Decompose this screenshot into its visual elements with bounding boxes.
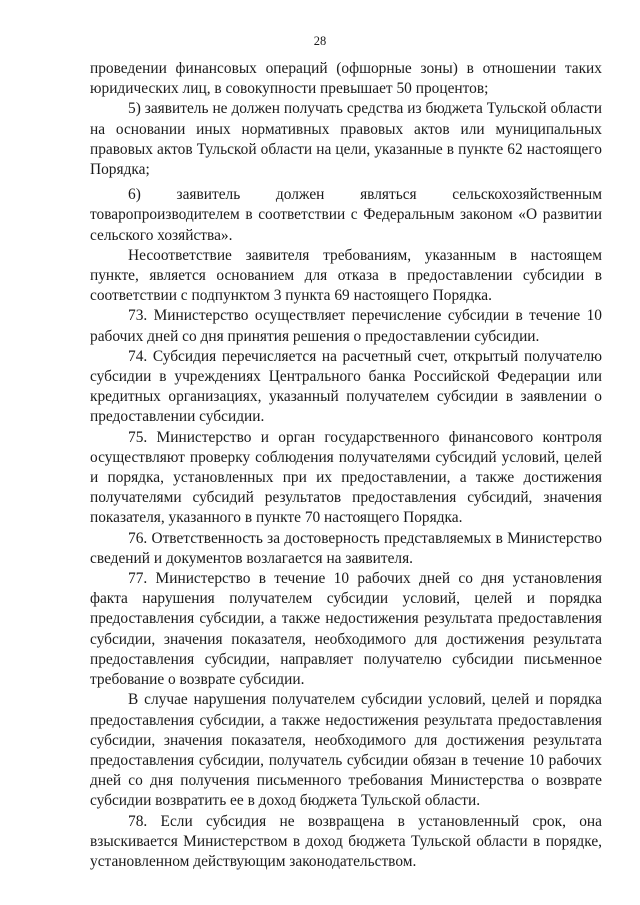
paragraph-78: 78. Если субсидия не возвращена в установленный срок, она взыскивается Министерством в доход бюджета Тульской области в порядке, установленном действующим законодательством.: [90, 812, 602, 870]
paragraph-74: 74. Субсидия перечисляется на расчетный счет, открытый получателю субсидии в учреждениях Центрального банка Российской Федерации или кредитных организациях, указанный получателем субсидии в заявлении о предоставлении субсидии.: [90, 347, 602, 426]
paragraph-75: 75. Министерство и орган государственного финансового контроля осуществляют проверку соблюдения получателями субсидий условий, целей и порядка, установленных при их предоставлении, а также достижения получателями субсидий результатов предоставления субсидий, значения показателя, указанного в пункте 70 настоящего Порядка.: [90, 428, 602, 527]
paragraph-77-continued: В случае нарушения получателем субсидии условий, целей и порядка предоставления субсидии, а также недостижения результата предоставления субсидии, значения показателя, необходимого для достижения результата предоставления субсидии, получатель субсидии обязан в течение 10 рабочих дней со дня получения письменного требования Министерства о возврате субсидии возвратить ее в доход бюджета Тульской области.: [90, 691, 602, 810]
page-number: 28: [313, 34, 327, 48]
paragraph-1: 5) заявитель не должен получать средства из бюджета Тульской области на основании иных нормативных правовых актов или муниципальных правовых актов Тульской области на цели, указанные в пункте 62 настоящего Порядка;: [90, 100, 602, 179]
document-body: [90, 59, 602, 872]
paragraph-76: 76. Ответственность за достоверность представляемых в Министерство сведений и документов возлагается на заявителя.: [90, 529, 602, 567]
paragraph-3: Несоответствие заявителя требованиям, указанным в настоящем пункте, является основанием для отказа в предоставлении субсидии в соответствии с подпунктом 3 пункта 69 настоящего Порядка.: [90, 246, 602, 305]
paragraph-0: проведении финансовых операций (офшорные зоны) в отношении таких юридических лиц, в совокупности превышает 50 процентов;: [90, 60, 602, 98]
paragraph-73: 73. Министерство осуществляет перечисление субсидии в течение 10 рабочих дней со дня принятия решения о предоставлении субсидии.: [90, 307, 602, 345]
paragraph-2: 6) заявитель должен являться сельскохозяйственным товаропроизводителем в соответствии с Федеральным законом «О развитии сельского хозяйства».: [90, 186, 602, 244]
paragraph-77: 77. Министерство в течение 10 рабочих дней со дня установления факта нарушения получателем субсидии условий, целей и порядка предоставления субсидии, а также недостижения результата предоставления субсидии, значения показателя, необходимого для достижения результата предоставления субсидии, направляет получателю субсидии письменное требование о возврате субсидии.: [90, 570, 602, 689]
